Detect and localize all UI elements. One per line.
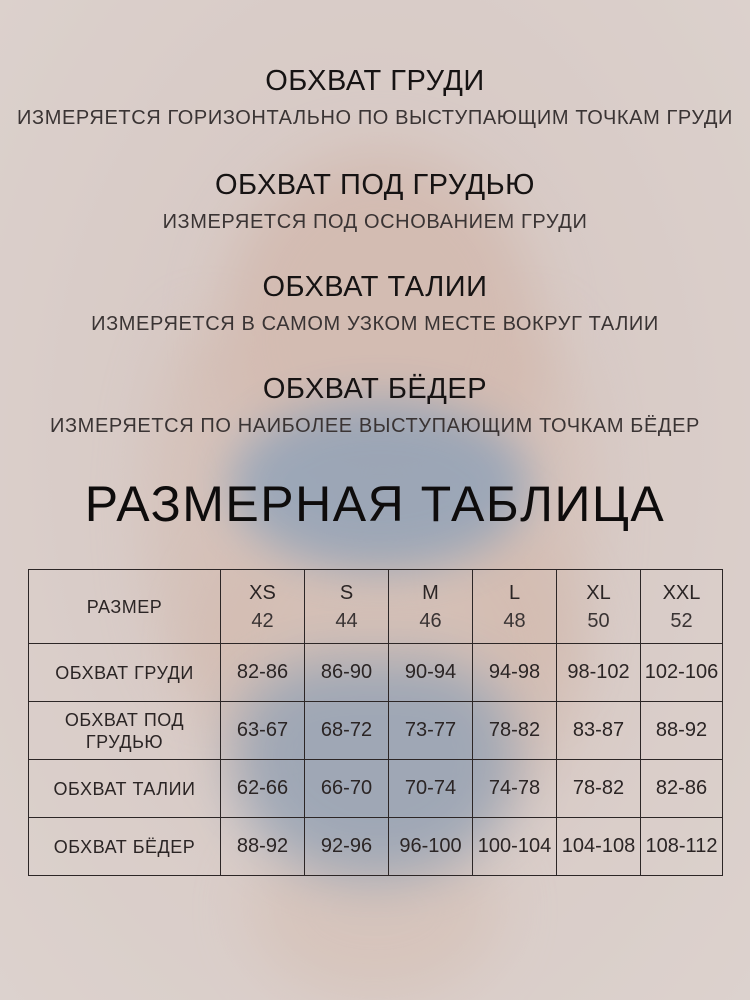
- size-column-l: [473, 570, 557, 644]
- row-label: ОБХВАТ ТАЛИИ: [29, 760, 221, 818]
- measurement-description: ИЗМЕРЯЕТСЯ ПО НАИБОЛЕЕ ВЫСТУПАЮЩИМ ТОЧКАМ БЁДЕР: [50, 415, 700, 437]
- table-cell: 70-74: [389, 760, 473, 818]
- table-cell: 90-94: [389, 644, 473, 702]
- size-column-s: [305, 570, 389, 644]
- measurement-description: ИЗМЕРЯЕТСЯ ГОРИЗОНТАЛЬНО ПО ВЫСТУПАЮЩИМ ТОЧКАМ ГРУДИ: [17, 107, 733, 129]
- size-number: 48: [503, 609, 526, 632]
- table-cell: 102-106: [641, 644, 723, 702]
- size-table: [28, 569, 723, 876]
- measurement-title: ОБХВАТ ТАЛИИ: [262, 271, 488, 303]
- table-cell: 63-67: [221, 702, 305, 760]
- measurement-underbust: [0, 168, 750, 234]
- measurement-title: ОБХВАТ ГРУДИ: [265, 65, 485, 97]
- table-row-bust: [29, 644, 723, 702]
- table-cell: 88-92: [641, 702, 723, 760]
- table-cell: 108-112: [641, 818, 723, 876]
- table-cell: 74-78: [473, 760, 557, 818]
- table-cell: 94-98: [473, 644, 557, 702]
- table-cell: 98-102: [557, 644, 641, 702]
- table-cell: 78-82: [473, 702, 557, 760]
- size-letter: XL: [586, 581, 611, 604]
- table-cell: 83-87: [557, 702, 641, 760]
- table-row-hips: [29, 818, 723, 876]
- table-cell: 82-86: [641, 760, 723, 818]
- table-cell: 104-108: [557, 818, 641, 876]
- measurement-bust: [0, 64, 750, 130]
- size-header-label: РАЗМЕР: [29, 570, 221, 644]
- table-cell: 86-90: [305, 644, 389, 702]
- row-label: [29, 702, 221, 760]
- size-header-row: [29, 570, 723, 644]
- measurement-waist: [0, 270, 750, 336]
- table-cell: 73-77: [389, 702, 473, 760]
- table-cell: 92-96: [305, 818, 389, 876]
- size-number: 50: [587, 609, 610, 632]
- size-number: 44: [335, 609, 358, 632]
- size-column-xl: [557, 570, 641, 644]
- size-column-xxl: [641, 570, 723, 644]
- table-cell: 96-100: [389, 818, 473, 876]
- measurement-description: ИЗМЕРЯЕТСЯ В САМОМ УЗКОМ МЕСТЕ ВОКРУГ ТАЛИИ: [91, 313, 659, 335]
- table-cell: 100-104: [473, 818, 557, 876]
- size-table-title: РАЗМЕРНАЯ ТАБЛИЦА: [84, 476, 666, 532]
- table-cell: 68-72: [305, 702, 389, 760]
- measurement-hips: [0, 372, 750, 438]
- size-column-xs: [221, 570, 305, 644]
- table-cell: 62-66: [221, 760, 305, 818]
- measurement-title: ОБХВАТ ПОД ГРУДЬЮ: [215, 169, 535, 201]
- size-number: 46: [419, 609, 442, 632]
- table-cell: 88-92: [221, 818, 305, 876]
- row-label: ОБХВАТ БЁДЕР: [29, 818, 221, 876]
- size-letter: L: [508, 581, 521, 604]
- size-letter: XS: [249, 581, 276, 604]
- row-label-line: ОБХВАТ ПОД: [64, 709, 185, 730]
- size-letter: S: [339, 581, 354, 604]
- table-cell: 78-82: [557, 760, 641, 818]
- measurement-title: ОБХВАТ БЁДЕР: [262, 373, 488, 405]
- size-letter: M: [422, 581, 439, 604]
- table-row-waist: [29, 760, 723, 818]
- row-label-line: ГРУДЬЮ: [85, 731, 164, 752]
- size-number: 52: [670, 609, 693, 632]
- size-number: 42: [251, 609, 274, 632]
- table-row-underbust: [29, 702, 723, 760]
- measurement-description: ИЗМЕРЯЕТСЯ ПОД ОСНОВАНИЕМ ГРУДИ: [162, 211, 588, 233]
- size-column-m: [389, 570, 473, 644]
- row-label: ОБХВАТ ГРУДИ: [29, 644, 221, 702]
- size-letter: XXL: [662, 581, 701, 604]
- table-cell: 66-70: [305, 760, 389, 818]
- table-cell: 82-86: [221, 644, 305, 702]
